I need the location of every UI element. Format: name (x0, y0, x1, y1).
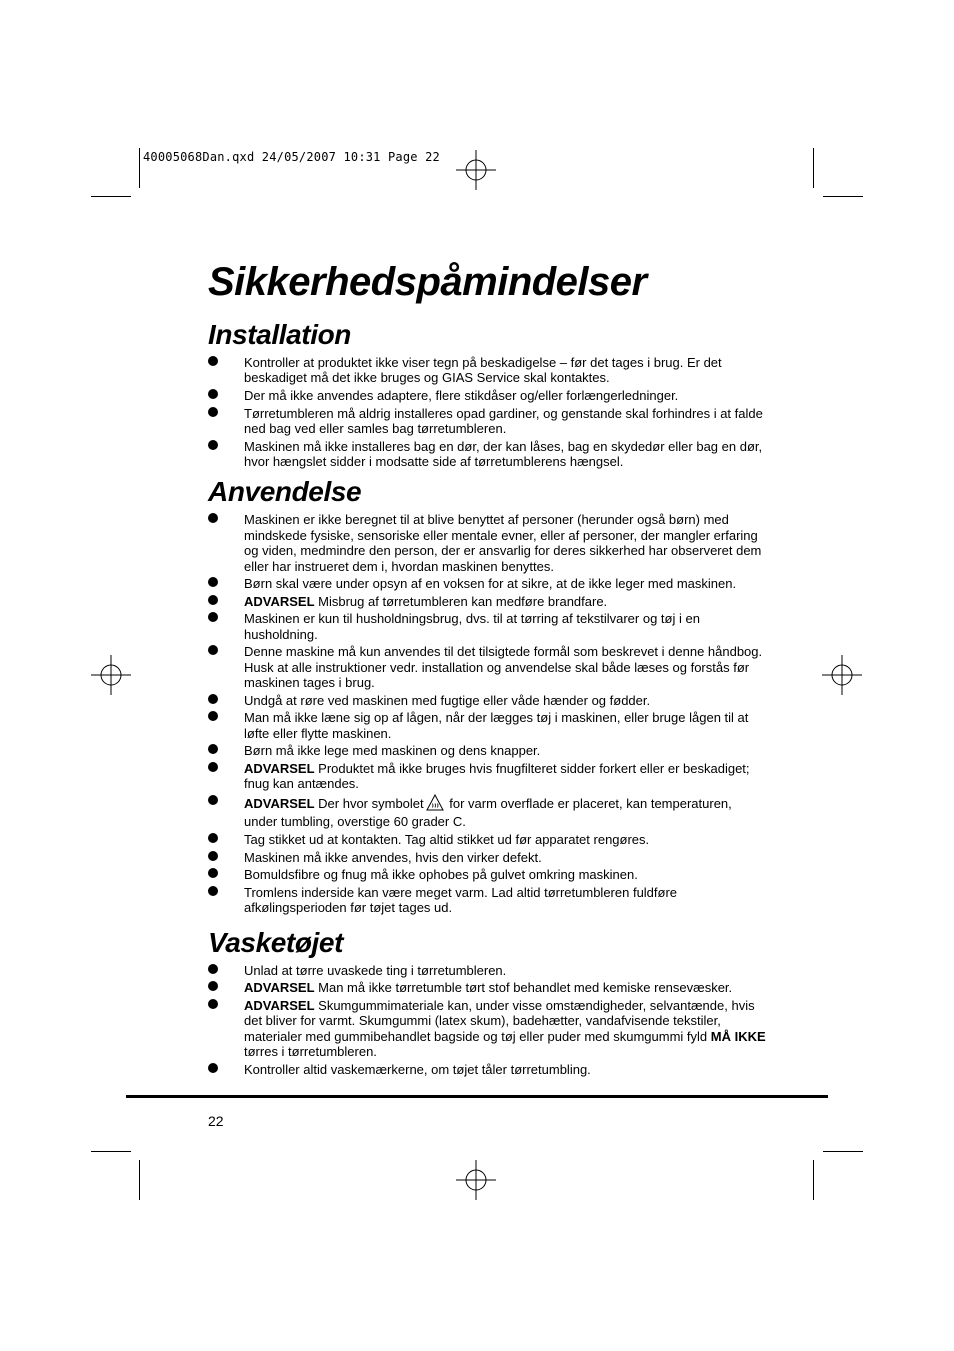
print-slug: 40005068Dan.qxd 24/05/2007 10:31 Page 22 (143, 150, 440, 164)
crop-mark (91, 196, 131, 197)
bullet-icon (208, 645, 218, 655)
list-item (208, 832, 768, 847)
item-text: Man må ikke tørretumble tørt stof behandlet med kemiske rensevæsker. (314, 980, 733, 996)
section-heading-installation: Installation (208, 319, 351, 350)
bullet-icon (208, 795, 218, 805)
item-text: Kontroller at produktet ikke viser tegn på beskadigelse – før det tages i brug. Er det beskadiget må det ikke bruges og GIAS Service skal kontaktes. (244, 355, 722, 386)
bullet-icon (208, 964, 218, 974)
warning-label: ADVARSEL (244, 761, 315, 776)
list-item (208, 980, 768, 995)
bullet-icon (208, 744, 218, 754)
list-item (208, 710, 768, 741)
item-text: Der hvor symbolet (314, 796, 424, 811)
list-item (208, 743, 768, 758)
item-text: Børn må ikke lege med maskinen og dens knapper. (244, 743, 541, 759)
list-item (208, 611, 768, 642)
list-item (208, 406, 768, 437)
bullet-icon (208, 711, 218, 721)
item-text: Misbrug af tørretumbleren kan medføre brandfare. (314, 593, 608, 609)
item-text: Produktet må ikke bruges hvis fnugfilteret sidder forkert eller er beskadiget; fnug kan antændes. (244, 761, 750, 792)
crop-mark (823, 196, 863, 197)
bullet-list (208, 512, 768, 915)
page-title: Sikkerhedspåmindelser (208, 260, 647, 304)
warning-label: ADVARSEL (244, 980, 315, 996)
bullet-icon (208, 981, 218, 991)
hot-surface-warning-icon (426, 794, 444, 814)
item-text: Maskinen er ikke beregnet til at blive benyttet af personer (herunder også børn) med mindskede fysiske, sensoriske eller mentale evner, eller af personer, der mangler erfaring og viden, medmindre den person, der er ansvarlig for deres sikkerhed har observeret dem eller har instrueret dem i, hvordan maskinen benyttes. (244, 512, 762, 574)
item-text: Der må ikke anvendes adaptere, flere stikdåser og/eller forlængerledninger. (244, 388, 679, 403)
item-text: Man må ikke læne sig op af lågen, når der lægges tøj i maskinen, eller bruge lågen til at løfte eller flytte maskinen. (244, 710, 749, 741)
item-text: Tag stikket ud at kontakten. Tag altid stikket ud før apparatet rengøres. (244, 832, 650, 847)
bullet-icon (208, 694, 218, 704)
crop-mark (813, 148, 814, 188)
item-text: Maskinen må ikke installeres bag en dør, der kan låses, bag en skydedør eller bag en dør, hvor hængslet sidder i modsatte side af tørretumblerens hængsel. (244, 438, 763, 469)
item-text: Denne maskine må kun anvendes til det tilsigtede formål som beskrevet i denne håndbog. Husk at alle instruktioner vedr. installation og anvendelse skal både læses og forstås før maskinen tages i brug. (244, 644, 763, 691)
warning-label: ADVARSEL (244, 997, 315, 1013)
bullet-icon (208, 868, 218, 878)
footer-rule (126, 1095, 828, 1098)
list-item (208, 1062, 768, 1077)
list-item (208, 512, 768, 574)
bullet-list (208, 963, 768, 1077)
item-text-continued: for varm overflade er placeret, kan temperaturen, under tumbling, overstige 60 grader C. (244, 796, 732, 830)
list-item (208, 963, 768, 978)
bullet-list (208, 355, 768, 469)
crop-mark (139, 148, 140, 188)
bullet-icon (208, 762, 218, 772)
item-text: Maskinen må ikke anvendes, hvis den virker defekt. (244, 849, 542, 865)
list-item (208, 388, 768, 403)
bullet-icon (208, 356, 218, 366)
crop-mark (823, 1151, 863, 1152)
page-number: 22 (208, 1113, 224, 1129)
warning-label: ADVARSEL (244, 796, 315, 811)
list-item (208, 794, 768, 830)
item-text: Unlad at tørre uvaskede ting i tørretumbleren. (244, 962, 507, 978)
item-text: Undgå at røre ved maskinen med fugtige eller våde hænder og fødder. (244, 692, 651, 708)
page-content (208, 256, 768, 1079)
bullet-icon (208, 886, 218, 896)
item-text: Skumgummimateriale kan, under visse omstændigheder, selvantænde, hvis det bliver for varmt. Skumgummi (latex skum), badehætter, vandafvisende tekstiler, materialer med gummibehandlet bagside og tøj eller puder med skumgummi fyld (244, 997, 755, 1044)
warning-label: ADVARSEL (244, 593, 315, 609)
list-item (208, 850, 768, 865)
registration-mark-icon (456, 1160, 496, 1200)
list-item (208, 693, 768, 708)
item-text: Børn skal være under opsyn af en voksen for at sikre, at de ikke leger med maskinen. (244, 576, 737, 592)
section-heading-vasketojet: Vasketøjet (208, 926, 344, 958)
list-item (208, 355, 768, 386)
bullet-icon (208, 851, 218, 861)
item-text: Tromlens inderside kan være meget varm. Lad altid tørretumbleren fuldføre afkølingsperioden før tøjet tages ud. (244, 884, 678, 916)
list-item (208, 644, 768, 690)
bullet-icon (208, 389, 218, 399)
item-text: Bomuldsfibre og fnug må ikke ophobes på gulvet omkring maskinen. (244, 867, 638, 883)
bullet-icon (208, 833, 218, 843)
list-item (208, 867, 768, 882)
bullet-icon (208, 612, 218, 622)
registration-mark-icon (822, 655, 862, 695)
item-text: Tørretumbleren må aldrig installeres opad gardiner, og genstande skal forhindres i at falde ned bag ved eller samles bag tørretumbleren. (244, 405, 763, 436)
bullet-icon (208, 440, 218, 450)
registration-mark-icon (91, 655, 131, 695)
list-item (208, 998, 768, 1060)
bullet-icon (208, 513, 218, 523)
list-item (208, 885, 768, 916)
bullet-icon (208, 407, 218, 417)
emphasis-text: MÅ IKKE (710, 1028, 766, 1044)
crop-mark (139, 1160, 140, 1200)
bullet-icon (208, 999, 218, 1009)
item-text: Kontroller altid vaskemærkerne, om tøjet tåler tørretumbling. (244, 1061, 591, 1077)
item-text: Maskinen er kun til husholdningsbrug, dvs. til at tørring af tekstilvarer og tøj i en husholdning. (244, 611, 700, 642)
bullet-icon (208, 577, 218, 587)
bullet-icon (208, 595, 218, 605)
item-text-continued: tørres i tørretumbleren. (244, 1044, 377, 1059)
crop-mark (91, 1151, 131, 1152)
list-item (208, 439, 768, 470)
list-item (208, 594, 768, 609)
crop-mark (813, 1160, 814, 1200)
registration-mark-icon (456, 150, 496, 190)
list-item (208, 761, 768, 792)
list-item (208, 576, 768, 591)
section-heading-anvendelse: Anvendelse (208, 476, 362, 508)
bullet-icon (208, 1063, 218, 1073)
